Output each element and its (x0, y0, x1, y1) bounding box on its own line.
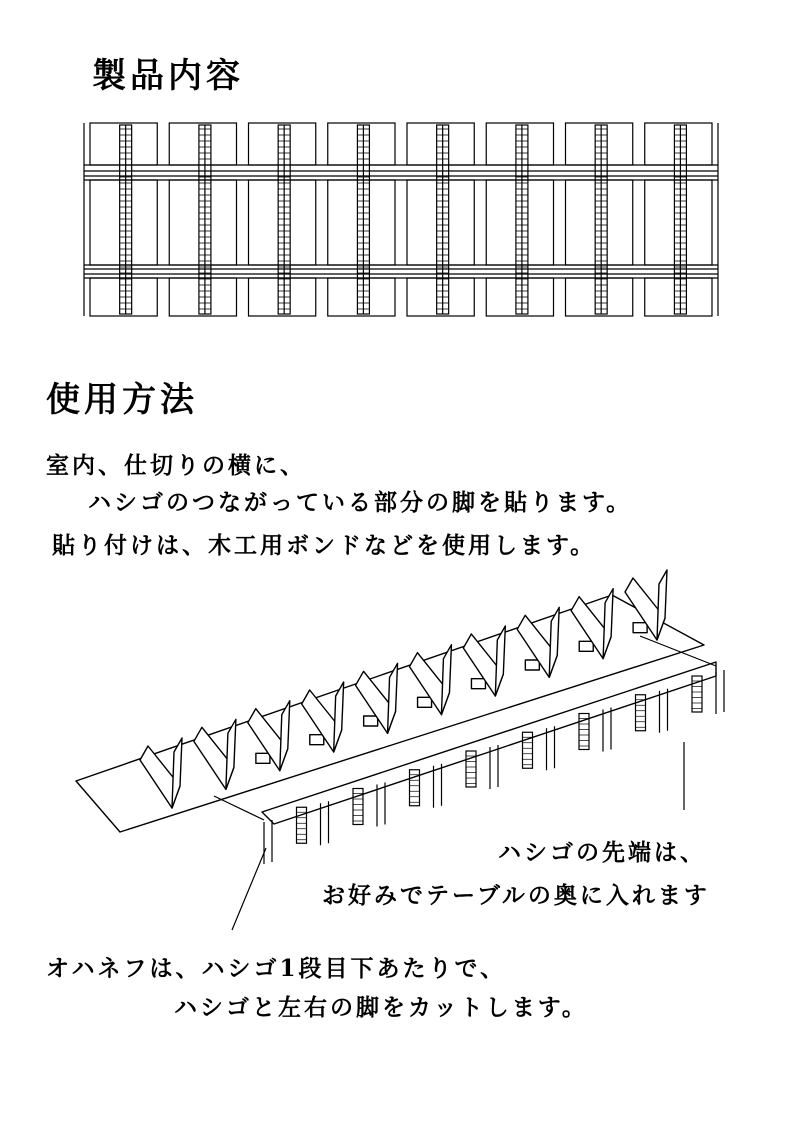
table-block (525, 660, 539, 670)
product-contents-title: 製品内容 (92, 56, 244, 96)
alignment-guide-line (214, 796, 264, 820)
ladder-tip-callout-line-1: ハシゴの先端は、 (498, 839, 706, 866)
table-block (256, 753, 270, 763)
table-block (633, 623, 647, 633)
ohanefu-callout-line-1: オハネフは、ハシゴ1段目下あたりで、 (46, 955, 507, 982)
table-block (471, 679, 485, 689)
ohanefu-leader-line (232, 848, 266, 930)
table-block (310, 735, 324, 745)
ladder-tip-callout-line-2: お好みでテーブルの奥に入れます (322, 882, 710, 909)
table-block (364, 716, 378, 726)
usage-line-1: 室内、仕切りの横に、 (46, 452, 306, 479)
usage-line-3: 貼り付けは、木工用ボンドなどを使用します。 (52, 532, 597, 559)
ohanefu-callout-line-2: ハシゴと左右の脚をカットします。 (174, 994, 588, 1021)
table-block (579, 641, 593, 651)
usage-line-2: ハシゴのつながっている部分の脚を貼ります。 (88, 489, 633, 516)
table-block (418, 697, 432, 707)
usage-title: 使用方法 (46, 380, 198, 420)
